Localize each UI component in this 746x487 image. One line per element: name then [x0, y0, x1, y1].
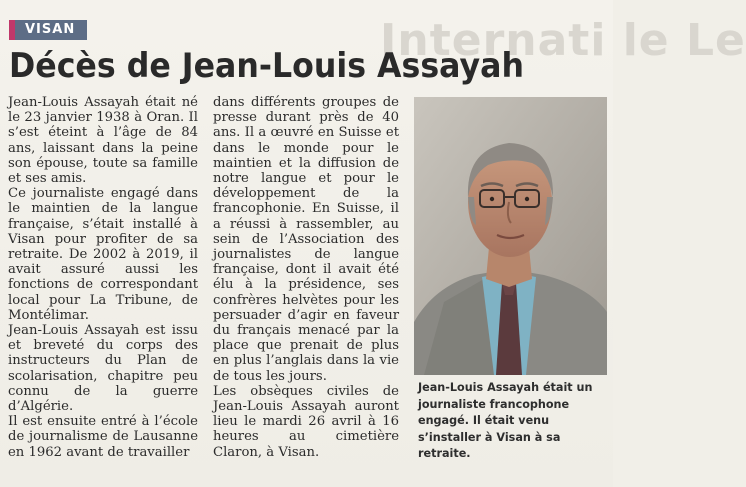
portrait-photo [414, 97, 607, 375]
adjacent-article-bleed: Internati le Le [380, 15, 746, 66]
photo-caption: Jean-Louis Assayah était un journaliste francophone engagé. Il était venu s’installer à Visan à sa retraite. [418, 381, 593, 460]
paragraph: Il est ensuite entré à l’école de journalisme de Lausanne en 1962 avant de travailler [8, 414, 198, 460]
portrait-illustration [414, 97, 607, 375]
headline: Décès de Jean-Louis Assayah [9, 46, 524, 86]
paragraph: dans différents groupes de presse durant près de 40 ans. Il a œuvré en Suisse et dans le monde pour le maintien et la diffusion de notre langue et pour le développement de la francophonie. En Suisse, il a réussi à rassembler, au sein de l’Association des journalistes de langue française, dont il avait été élu à la présidence, ses confrères helvètes pour les persuader d’agir en faveur du français menacé par la place que prenait de plus en plus l’anglais dans la vie de tous les jours. [213, 95, 399, 384]
paragraph: Jean-Louis Assayah était né le 23 janvier 1938 à Oran. Il s’est éteint à l’âge de 84 ans, laissant dans la peine son épouse, toute sa famille et ses amis. [8, 95, 198, 187]
paragraph: Les obsèques civiles de Jean-Louis Assayah auront lieu le mardi 26 avril à 16 heures au cimetière Claron, à Visan. [213, 383, 399, 460]
article-column-2 [213, 95, 399, 460]
paragraph: Jean-Louis Assayah est issu et breveté du corps des instructeurs du Plan de scolarisation, chapitre peu connu de la guerre d’Algérie. [8, 323, 198, 415]
paragraph: Ce journaliste engagé dans le maintien de la langue française, s’était installé à Visan pour profiter de sa retraite. De 2002 à 2019, il avait assuré aussi les fonctions de correspondant local pour La Tribune, de Montélimar. [8, 186, 198, 323]
section-tag: VISAN [9, 20, 87, 40]
article-column-1 [8, 95, 198, 460]
